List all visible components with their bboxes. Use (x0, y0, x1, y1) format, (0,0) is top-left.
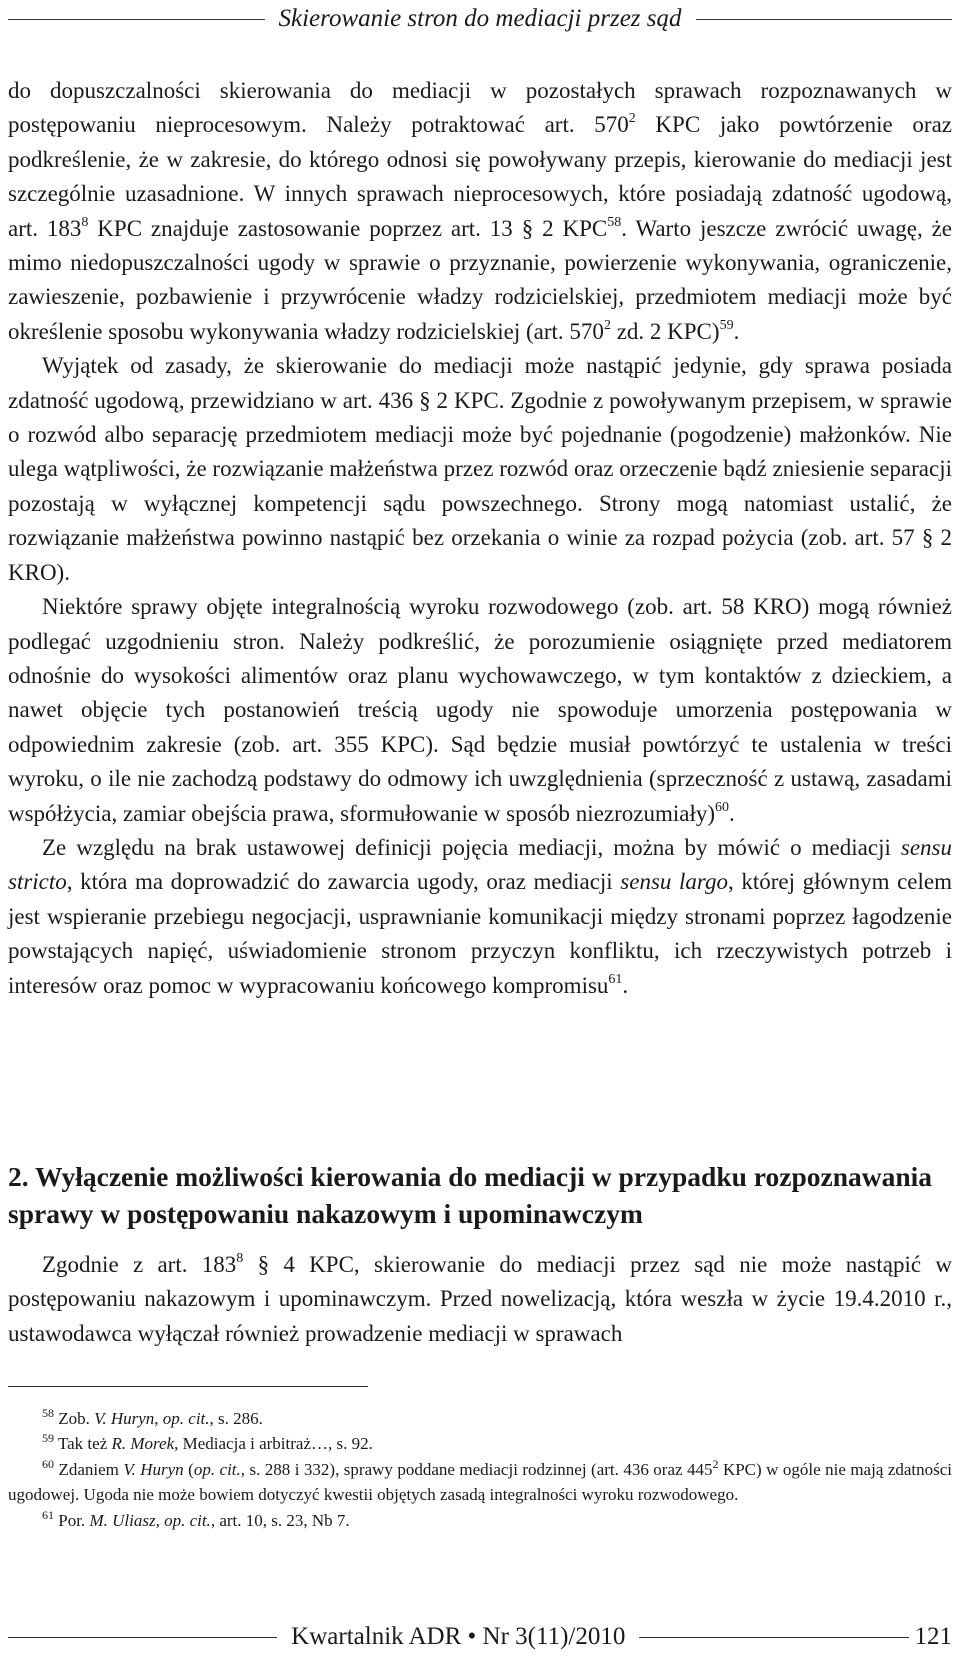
superscript: 2 (603, 317, 611, 333)
running-footer (8, 1622, 952, 1652)
paragraph-1: do dopuszczalności skierowania do mediacji w pozostałych sprawach rozpoznawanych w postępowaniu nieprocesowym. Należy potraktować art. $570^2$ KPC jako powtórzenie oraz podkreślenie, że w zakresie, do którego odnosi się powoływany przepis, kierowanie do mediacji jest szczególnie uzasadnione. W innych sprawach nieprocesowych, które posiadają zdatność ugodową, art. $183^8$ KPC znajduje zastosowanie poprzez art. 13 § 2 KPC$^{58}$. Warto jeszcze zwrócić uwagę, że mimo niedopuszczalności ugody w sprawie o przyznanie, powierzenie wykonywania, ograniczenie, zawieszenie, pozbawienie i przywrócenie władzy rodzicielskiej, przedmiotem mediacji może być określenie sposobu wykonywania władzy rodzicielskiej (art. $570^2$ zd. 2 KPC)$^{59}$. (8, 78, 953, 344)
footnote-61: $^{61}$ Por. M. Uliasz, op. cit., art. 10, s. 23, Nb 7. (42, 1507, 350, 1530)
footnote-58: $^{58}$ Zob. V. Huryn, op. cit., s. 286. (42, 1406, 263, 1428)
footnote-59: $^{59}$ Tak też R. Morek, Mediacja i arbitraż…, s. 92. (42, 1431, 373, 1454)
footer-rule-left (8, 1637, 277, 1638)
page-number: 121 (914, 1623, 953, 1650)
paragraph-3: Niektóre sprawy objęte integralnością wyroku rozwodowego (zob. art. 58 KRO) mogą również podlegać uzgodnieniu stron. Należy podkreślić, że porozumienie osiągnięte przed mediatorem odnośnie do wysokości alimentów oraz planu wychowawczego, w tym kontaktów z dzieckiem, a nawet objęcie tych postanowień treścią ugody nie spowoduje umorzenia postępowania w odpowiednim zakresie (zob. art. 355 KPC). Sąd będzie musiał powtórzyć te ustalenia w treści wyroku, o ile nie zachodzą podstawy do odmowy ich uwzględnienia (sprzeczność z ustawą, zasadami współżycia, zamiar obejścia prawa, sformułowanie w sposób niezrozumiały)$^{60}$. (8, 594, 952, 826)
paragraph-2: Wyjątek od zasady, że skierowanie do mediacji może nastąpić jedynie, gdy sprawa posiada zdatność ugodową, przewidziano w art. 436 § 2 KPC. Zgodnie z powoływanym przepisem, w sprawie o rozwód albo separację przedmiotem mediacji może być pojednanie (pogodzenie) małżonków. Nie ulega wątpliwości, że rozwiązanie małżeństwa przez rozwód oraz orzeczenie bądź zniesienie separacji pozostają w wyłącznej kompetencji sądu powszechnego. Strony mogą natomiast ustalić, że rozwiązanie małżeństwa powinno nastąpić bez orzekania o winie za rozpad pożycia (zob. art. 57 § 2 KRO). (8, 353, 952, 585)
footnote-ref-61: 61 (608, 971, 623, 987)
footer-rule-right (639, 1637, 908, 1638)
footnotes (8, 1406, 952, 1533)
footnote-60: $^{60}$ Zdaniem V. Huryn (op. cit., s. 288 i 332), sprawy poddane mediacji rodzinnej (art. 436 oraz $445^2$ KPC) w ogóle nie mają zdatności ugodowej. Ugoda nie może bowiem dotyczyć kwestii objętych zasadą integralności wyroku rozwodowego. (8, 1456, 953, 1505)
journal-title: Kwartalnik ADR • Nr 3(11)/2010 (291, 1623, 626, 1650)
superscript: 8 (81, 214, 89, 230)
footnote-separator (8, 1386, 368, 1387)
header-rule-right (696, 19, 953, 20)
footnote-ref-59: 59 (719, 317, 734, 333)
section-paragraph-1: Zgodnie z art. $183^8$ § 4 KPC, skierowanie do mediacji przez sąd nie może nastąpić w postępowaniu nakazowym i upominawczym. Przed nowelizacją, która weszła w życie 19.4.2010 r., ustawodawca wyłączał również prowadzenie mediacji w sprawach (8, 1251, 952, 1346)
superscript: 8 (236, 1251, 244, 1266)
main-text (8, 74, 952, 1003)
footnote-ref-58: 58 (607, 214, 622, 230)
paragraph-4: Ze względu na brak ustawowej definicji pojęcia mediacji, można by mówić o mediacji sensu stricto, która ma doprowadzić do zawarcia ugody, oraz mediacji sensu largo, której głównym celem jest wspieranie przebiegu negocjacji, usprawnianie komunikacji między stronami poprzez łagodzenie powstających napięć, uświadomienie stronom przyczyn konfliktu, ich rzeczywistych potrzeb i interesów oraz pomoc w wypracowaniu końcowego kompromisu$^{61}$. (8, 834, 952, 998)
running-header-title: Skierowanie stron do mediacji przez sąd (278, 5, 682, 32)
superscript: 2 (628, 111, 636, 127)
section-text (8, 1248, 952, 1351)
running-header (8, 4, 952, 34)
footnote-ref-60: 60 (715, 799, 730, 815)
header-rule-left (8, 19, 265, 20)
section-heading: 2. Wyłączenie możliwości kierowania do mediacji w przypadku rozpoznawania sprawy w postępowaniu nakazowym i upominawczym (8, 1161, 933, 1229)
